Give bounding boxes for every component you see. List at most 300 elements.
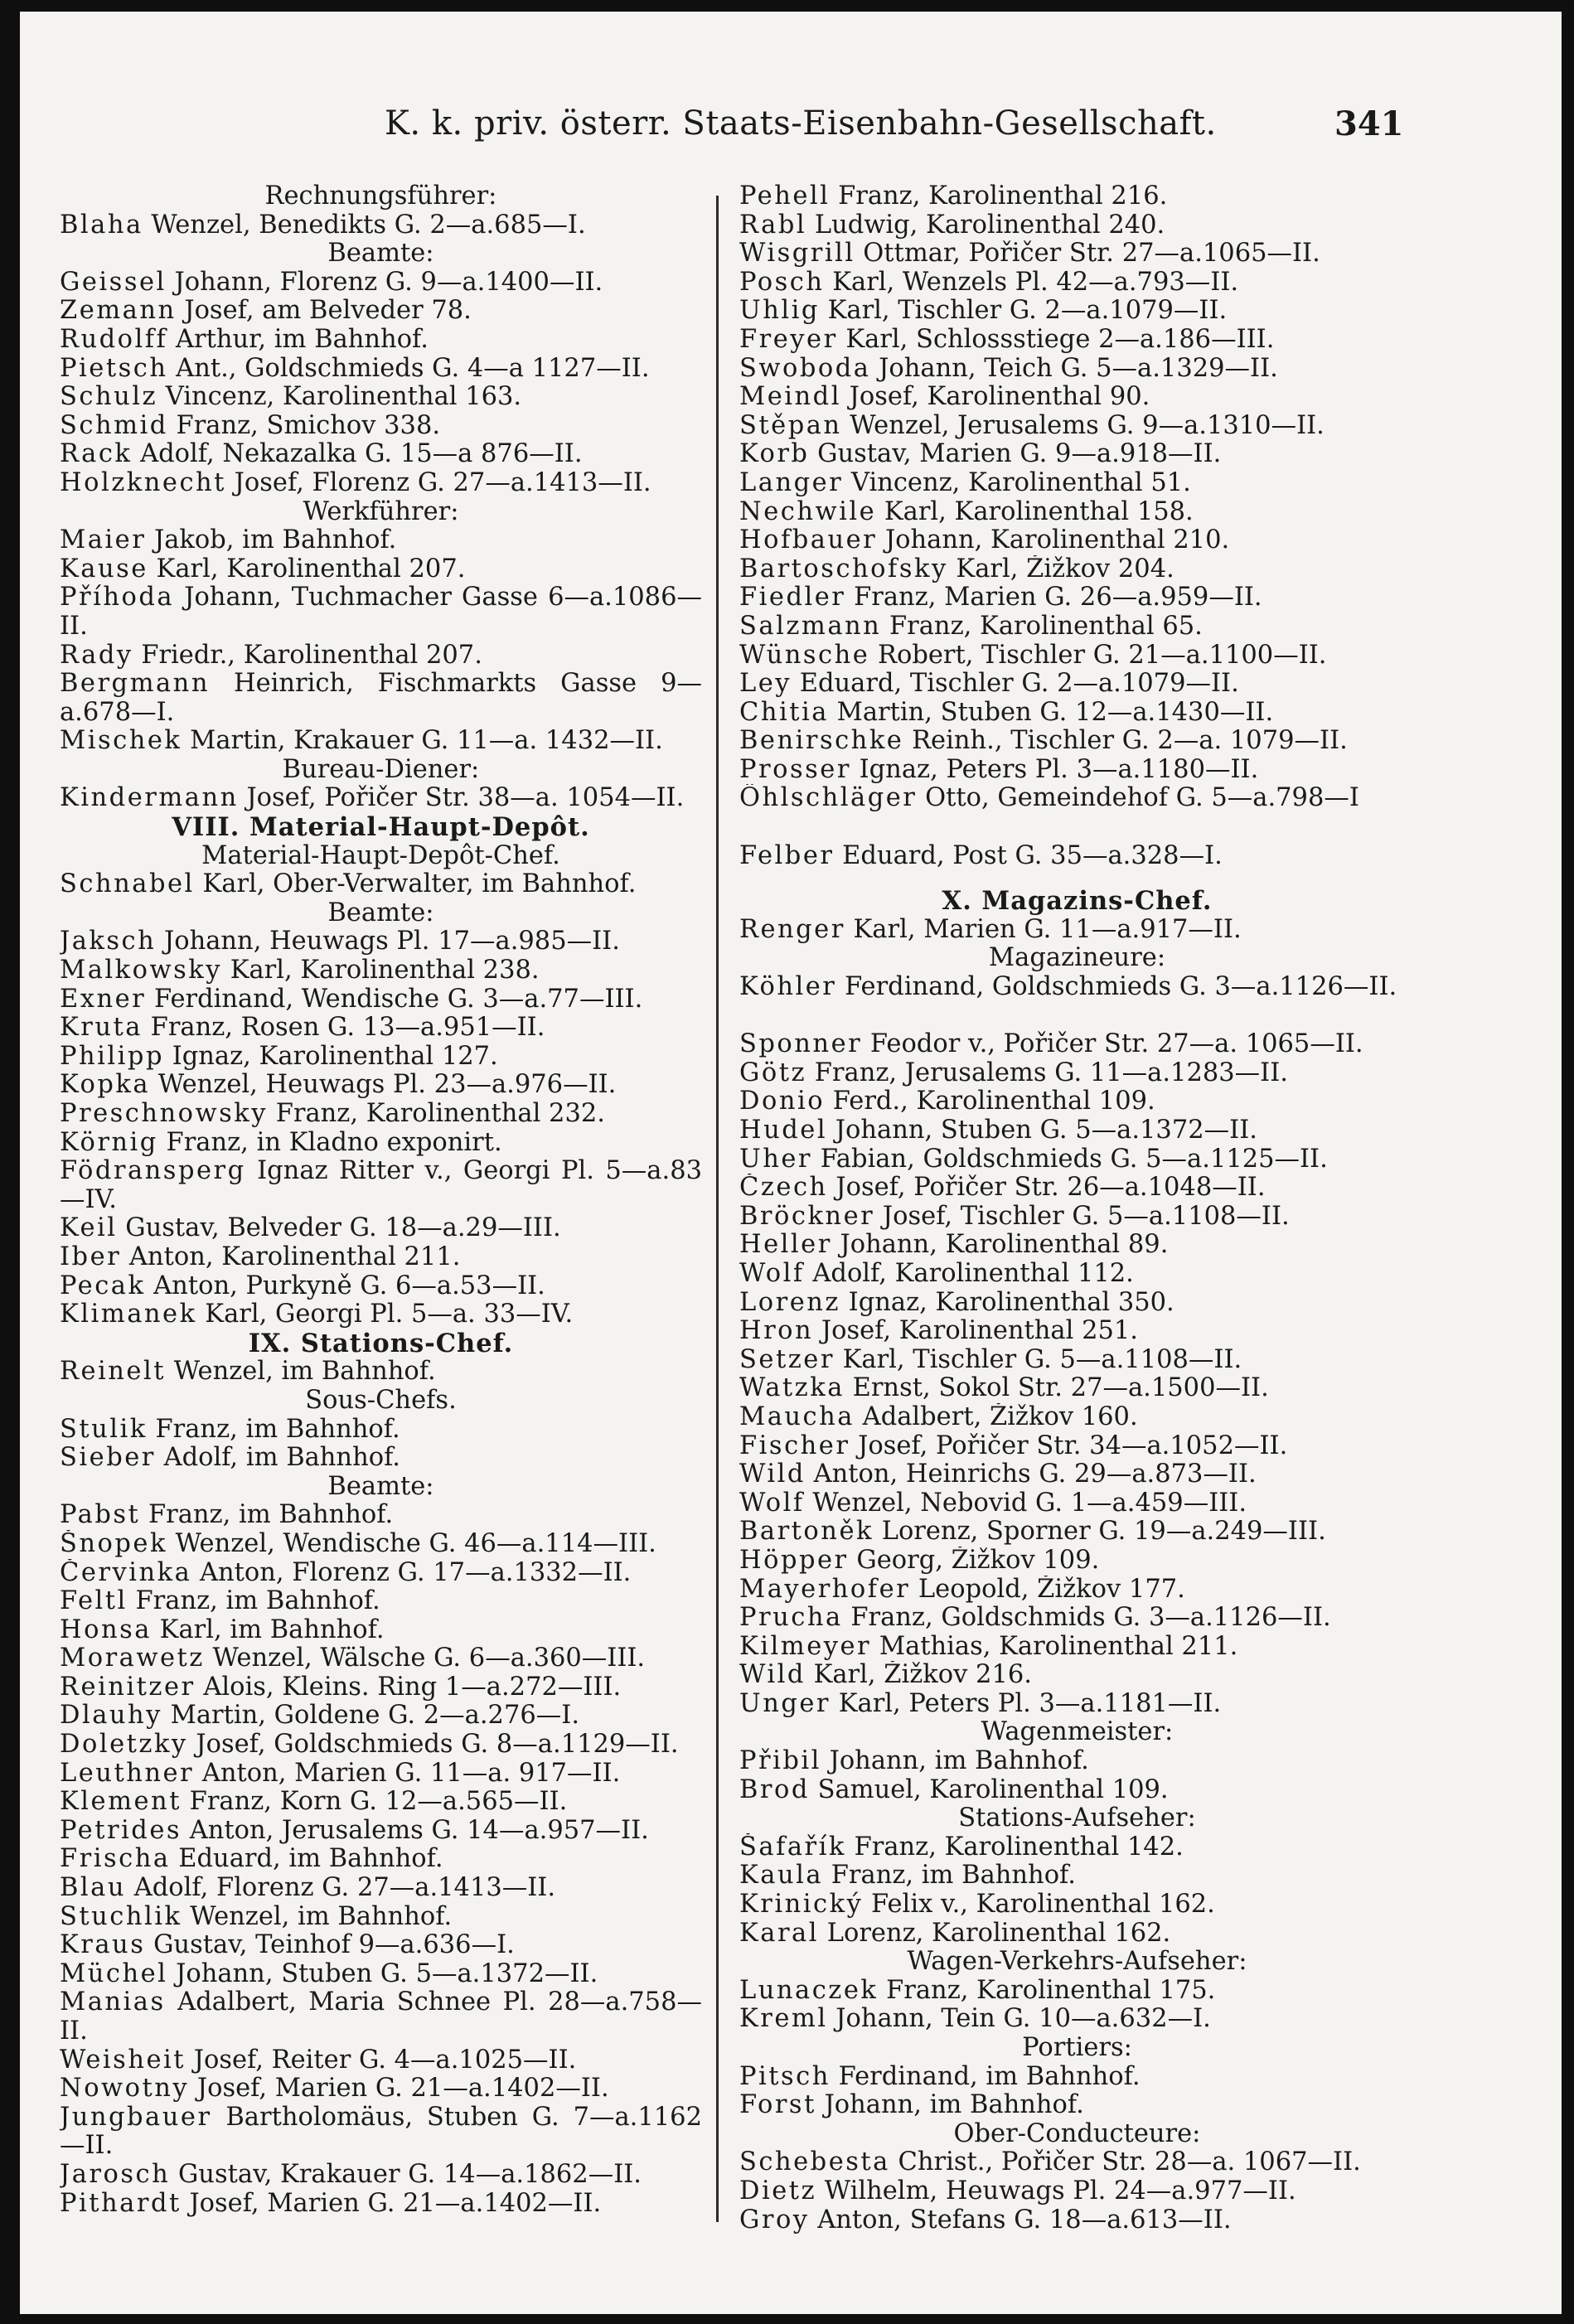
entry-surname: Stuchlik (60, 1902, 182, 1931)
entry-details: Vincenz, Karolinenthal 163. (165, 383, 522, 412)
entry-surname: Přibil (739, 1747, 821, 1776)
entry-surname: Rabl (739, 211, 807, 240)
entry-details: Ignaz, Peters Pl. 3—a.1180—II. (859, 755, 1259, 784)
entry-surname: Pecak (60, 1271, 146, 1300)
entry-details: Karl, Wenzels Pl. 42—a.793—II. (832, 268, 1239, 297)
entry-details: Ferd., Karolinenthal 109. (832, 1087, 1155, 1116)
directory-entry (739, 727, 1415, 756)
directory-entry (60, 642, 702, 671)
entry-details: Gustav, Teinhof 9—a.636—I. (153, 1931, 515, 1960)
entry-details: Mathias, Karolinenthal 211. (879, 1632, 1238, 1661)
directory-entry (739, 583, 1415, 612)
entry-details: Martin, Krakauer G. 11—a. 1432—II. (190, 727, 663, 756)
directory-entry (60, 1129, 702, 1158)
entry-details: Johann, Tein G. 10—a.632—I. (835, 2005, 1211, 2034)
entry-details: Franz, Goldschmids G. 3—a.1126—II. (850, 1604, 1331, 1633)
directory-entry (60, 412, 702, 441)
entry-details: Lorenz, Sporner G. 19—a.249—III. (881, 1518, 1326, 1547)
entry-surname: Pietsch (60, 354, 168, 383)
entry-surname: Kreml (739, 2005, 828, 2034)
entry-surname: Födransperg (60, 1157, 246, 1186)
entry-surname: Philipp (60, 1042, 164, 1071)
directory-entry (60, 2104, 702, 2161)
entry-details: Karl, Peters Pl. 3—a.1181—II. (838, 1689, 1222, 1718)
directory-entry (739, 1116, 1415, 1145)
entry-surname: Exner (60, 985, 147, 1014)
entry-details: Johann, im Bahnhof. (824, 2091, 1084, 2120)
entry-details: Eduard, Tischler G. 2—a.1079—II. (799, 670, 1239, 699)
directory-entry (60, 1587, 702, 1616)
entry-surname: Freyer (739, 325, 838, 354)
entry-surname: Hron (739, 1317, 814, 1346)
entry-details: Eduard, Post G. 35—a.328—I. (842, 841, 1223, 870)
entry-surname: Doletzky (60, 1731, 188, 1760)
directory-entry (739, 2177, 1415, 2206)
entry-surname: Swoboda (739, 354, 871, 383)
directory-entry (60, 1644, 702, 1673)
entry-surname: Příhoda (60, 583, 175, 612)
entry-surname: Blaha (60, 211, 143, 240)
directory-entry (60, 1416, 702, 1445)
entry-details: Franz, Jerusalems G. 11—a.1283—II. (814, 1058, 1288, 1087)
directory-entry (60, 1501, 702, 1530)
entry-surname: Pithardt (60, 2189, 182, 2218)
entry-details: Johann, Heuwags Pl. 17—a.985—II. (163, 927, 620, 956)
entry-surname: Renger (739, 915, 845, 944)
entry-surname: Nowotny (60, 2075, 190, 2104)
subheading: Portiers: (1022, 2033, 1132, 2062)
directory-entry (60, 2161, 702, 2190)
directory-entry (739, 916, 1415, 945)
directory-entry (739, 269, 1415, 298)
entry-surname: Reinitzer (60, 1673, 196, 1702)
entry-surname: Šafařík (739, 1833, 846, 1862)
entry-surname: Čzech (739, 1174, 828, 1203)
directory-entry (60, 1788, 702, 1817)
entry-details: Felix v., Karolinenthal 162. (871, 1891, 1215, 1920)
directory-entry (739, 1145, 1415, 1174)
directory-entry (739, 1747, 1415, 1776)
entry-surname: Wolf (739, 1259, 805, 1288)
page-header (20, 104, 1562, 154)
directory-entry (60, 784, 702, 813)
entry-details: Gustav, Krakauer G. 14—a.1862—II. (177, 2160, 642, 2189)
entry-surname: Fiedler (739, 583, 846, 612)
entry-details: Ignaz, Karolinenthal 350. (848, 1288, 1174, 1317)
directory-entry (739, 526, 1415, 555)
entry-details: Franz, Korn G. 12—a.565—II. (189, 1788, 568, 1817)
subheading: Ober-Conducteure: (953, 2118, 1201, 2148)
entry-surname: Wolf (739, 1489, 805, 1518)
entry-details: Wenzel, im Bahnhof. (190, 1902, 453, 1931)
entry-details: Karl, Žižkov 216. (813, 1661, 1032, 1690)
subheading: Wagenmeister: (981, 1717, 1174, 1747)
directory-entry (739, 1317, 1415, 1346)
directory-entry (60, 383, 702, 412)
entry-surname: Prucha (739, 1604, 843, 1633)
entry-surname: Krinický (739, 1891, 864, 1920)
entry-details: Karl, Georgi Pl. 5—a. 33—IV. (205, 1300, 574, 1329)
directory-entry (739, 670, 1415, 699)
entry-details: Josef, Karolinenthal 90. (849, 383, 1150, 412)
directory-entry (60, 1043, 702, 1072)
entry-details: Wenzel, Nebovid G. 1—a.459—III. (812, 1489, 1247, 1518)
directory-entry (60, 1014, 702, 1043)
entry-details: Franz, im Bahnhof. (135, 1587, 380, 1616)
subheading: Werkführer: (303, 496, 459, 526)
directory-entry (739, 1403, 1415, 1432)
entry-details: Robert, Tischler G. 21—a.1100—II. (878, 641, 1327, 670)
entry-details: Anton, Stefans G. 18—a.613—II. (817, 2205, 1232, 2234)
entry-surname: Feltl (60, 1587, 128, 1616)
directory-entry (60, 1444, 702, 1473)
entry-surname: Geissel (60, 268, 167, 297)
directory-entry (60, 670, 702, 727)
directory-entry (60, 1760, 702, 1789)
directory-entry (739, 1289, 1415, 1318)
entry-surname: Stulik (60, 1415, 148, 1444)
directory-entry (60, 870, 702, 899)
entry-details: Franz, Karolinenthal 216. (838, 182, 1168, 211)
directory-entry (60, 469, 702, 498)
directory-entry (739, 182, 1415, 211)
directory-entry (60, 2075, 702, 2104)
directory-entry (60, 1214, 702, 1243)
entry-surname: Brod (739, 1775, 810, 1804)
directory-entry (739, 699, 1415, 728)
directory-entry (60, 1559, 702, 1588)
entry-surname: Blau (60, 1874, 126, 1903)
directory-entry (739, 1374, 1415, 1403)
entry-details: Josef, Florenz G. 27—a.1413—II. (234, 468, 651, 497)
entry-surname: Prosser (739, 755, 851, 784)
entry-surname: Frischa (60, 1845, 171, 1874)
directory-entry (739, 1690, 1415, 1719)
directory-entry (60, 211, 702, 240)
entry-details: Josef, Pořičer Str. 38—a. 1054—II. (246, 784, 685, 813)
entry-details: Ignaz Ritter v., Georgi Pl. 5—a.83—IV. (60, 1157, 702, 1214)
entry-surname: Kraus (60, 1931, 146, 1960)
subheading: Bureau-Diener: (282, 754, 480, 784)
directory-entry (60, 297, 702, 326)
entry-surname: Ley (739, 670, 792, 699)
directory-entry (739, 2148, 1415, 2177)
directory-entry (60, 1731, 702, 1760)
directory-entry (739, 842, 1415, 871)
entry-details: Wenzel, Wendische G. 46—a.114—III. (175, 1529, 656, 1558)
entry-details: Franz, Rosen G. 13—a.951—II. (150, 1014, 545, 1043)
directory-entry (60, 1702, 702, 1731)
directory-entry (739, 1030, 1415, 1059)
entry-surname: Schulz (60, 383, 158, 412)
entry-details: Ant., Goldschmieds G. 4—a 1127—II. (176, 354, 650, 383)
entry-surname: Dietz (739, 2176, 817, 2205)
directory-entry (739, 1547, 1415, 1576)
entry-surname: Kopka (60, 1071, 151, 1100)
entry-surname: Morawetz (60, 1644, 205, 1673)
entry-details: Wenzel, Wälsche G. 6—a.360—III. (212, 1644, 646, 1673)
entry-surname: Dlauhy (60, 1702, 162, 1731)
entry-details: Gustav, Belveder G. 18—a.29—III. (125, 1214, 561, 1243)
entry-surname: Benirschke (739, 727, 904, 756)
directory-entry (60, 355, 702, 384)
entry-surname: Bröckner (739, 1202, 875, 1231)
directory-entry (739, 1977, 1415, 2006)
entry-details: Adalbert, Maria Schnee Pl. 28—a.758—II. (60, 1988, 702, 2046)
entry-surname: Uher (739, 1145, 812, 1174)
entry-details: Josef, Goldschmieds G. 8—a.1129—II. (196, 1731, 679, 1760)
entry-details: Johann, Stuben G. 5—a.1372—II. (176, 1959, 598, 1988)
entry-details: Josef, Marien G. 21—a.1402—II. (196, 2075, 609, 2104)
directory-entry (60, 1845, 702, 1874)
directory-entry (60, 1616, 702, 1645)
directory-entry (60, 1300, 702, 1329)
entry-surname: Honsa (60, 1615, 152, 1644)
directory-entry (739, 642, 1415, 671)
entry-surname: Posch (739, 268, 825, 297)
directory-entry (739, 2005, 1415, 2034)
entry-details: Josef, am Belveder 78. (184, 297, 472, 326)
entry-details: Johann, Tuchmacher Gasse 6—a.1086—II. (60, 583, 702, 641)
entry-details: Wenzel, im Bahnhof. (173, 1358, 436, 1387)
directory-entry (739, 1776, 1415, 1805)
directory-entry (60, 1931, 702, 1960)
entry-details: Franz, Marien G. 26—a.959—II. (854, 583, 1262, 612)
entry-details: Leopold, Žižkov 177. (918, 1575, 1185, 1604)
directory-entry (739, 1059, 1415, 1088)
directory-entry (739, 326, 1415, 355)
directory-entry (739, 1604, 1415, 1633)
entry-details: Ludwig, Karolinenthal 240. (814, 211, 1165, 240)
subheading: Beamte: (327, 239, 434, 269)
entry-details: Wilhelm, Heuwags Pl. 24—a.977—II. (824, 2176, 1296, 2205)
directory-entry (739, 612, 1415, 642)
directory-entry (60, 1100, 702, 1129)
entry-surname: Köhler (739, 973, 837, 1002)
directory-entry (60, 1071, 702, 1100)
directory-entry (739, 355, 1415, 384)
directory-entry (739, 2206, 1415, 2235)
directory-entry (60, 1530, 702, 1559)
right-column (739, 182, 1415, 2234)
entry-details: Josef, Tischler G. 5—a.1108—II. (882, 1202, 1290, 1231)
entry-surname: Preschnowsky (60, 1100, 269, 1128)
entry-surname: Bergmann (60, 670, 210, 699)
entry-details: Wenzel, Heuwags Pl. 23—a.976—II. (157, 1071, 617, 1100)
entry-details: Adolf, im Bahnhof. (163, 1444, 400, 1473)
entry-surname: Wünsche (739, 641, 870, 670)
entry-details: Johann, Florenz G. 9—a.1400—II. (174, 268, 603, 297)
entry-details: Franz, Karolinenthal 232. (275, 1100, 605, 1128)
directory-entry (739, 973, 1415, 1030)
directory-entry (60, 1358, 702, 1387)
entry-surname: Červinka (60, 1558, 192, 1587)
directory-entry (739, 784, 1415, 841)
entry-surname: Kause (60, 554, 148, 583)
entry-surname: Körnig (60, 1128, 158, 1157)
entry-surname: Jaksch (60, 927, 157, 956)
entry-surname: Donio (739, 1087, 826, 1116)
directory-entry (60, 1903, 702, 1932)
directory-entry (739, 240, 1415, 269)
entry-surname: Karal (739, 1919, 819, 1948)
directory-entry (739, 1260, 1415, 1289)
entry-details: Josef, Marien G. 21—a.1402—II. (189, 2189, 602, 2218)
directory-entry (60, 326, 702, 355)
directory-entry (60, 956, 702, 985)
entry-details: Karl, Marien G. 11—a.917—II. (853, 915, 1242, 944)
running-title: K. k. priv. österr. Staats-Eisenbahn-Gesellschaft. (385, 104, 1217, 143)
entry-details: Ernst, Sokol Str. 27—a.1500—II. (852, 1374, 1269, 1403)
directory-entry (739, 1231, 1415, 1260)
entry-surname: Meindl (739, 383, 841, 412)
entry-details: Adolf, Karolinenthal 112. (812, 1259, 1134, 1288)
entry-surname: Maier (60, 526, 147, 555)
page-number: 341 (1334, 104, 1404, 143)
entry-details: Ferdinand, im Bahnhof. (838, 2062, 1141, 2091)
entry-surname: Petrides (60, 1816, 182, 1845)
entry-details: Johann, Karolinenthal 89. (840, 1231, 1169, 1260)
entry-surname: Jarosch (60, 2160, 171, 2189)
entry-surname: Mischek (60, 727, 182, 756)
entry-details: Christ., Pořičer Str. 28—a. 1067—II. (898, 2148, 1361, 2177)
entry-surname: Götz (739, 1058, 807, 1087)
entry-details: Johann, Teich G. 5—a.1329—II. (879, 354, 1278, 383)
entry-details: Franz, Karolinenthal 65. (889, 612, 1203, 641)
entry-surname: Kruta (60, 1014, 143, 1043)
entry-surname: Öhlschläger (739, 784, 918, 813)
entry-surname: Höpper (739, 1546, 849, 1575)
entry-surname: Zemann (60, 297, 177, 326)
directory-entry (739, 1576, 1415, 1605)
entry-details: Anton, Florenz G. 17—a.1332—II. (199, 1558, 632, 1587)
subheading: Beamte: (327, 1471, 434, 1501)
directory-entry (739, 2091, 1415, 2120)
entry-details: Anton, Purkyně G. 6—a.53—II. (153, 1271, 545, 1300)
entry-details: Karl, Karolinenthal 207. (156, 554, 466, 583)
entry-details: Martin, Goldene G. 2—a.276—I. (170, 1702, 580, 1731)
section-heading: VIII. Material-Haupt-Depôt. (172, 812, 590, 843)
directory-entry (60, 1272, 702, 1301)
entry-details: Johann, im Bahnhof. (829, 1747, 1089, 1776)
entry-surname: Rack (60, 440, 133, 469)
entry-details: Franz, im Bahnhof. (148, 1501, 394, 1530)
directory-entry (739, 1087, 1415, 1116)
entry-surname: Pitsch (739, 2062, 831, 2091)
directory-entry (739, 1891, 1415, 1920)
entry-details: Fabian, Goldschmieds G. 5—a.1125—II. (820, 1145, 1328, 1174)
entry-details: Ferdinand, Wendische G. 3—a.77—III. (153, 985, 643, 1014)
subheading: Rechnungsführer: (264, 182, 497, 211)
entry-details: Anton, Karolinenthal 211. (128, 1242, 461, 1271)
entry-details: Georg, Žižkov 109. (856, 1546, 1100, 1575)
entry-details: Heinrich, Fischmarkts Gasse 9—a.678—I. (60, 670, 702, 727)
entry-details: Karl, Karolinenthal 158. (884, 497, 1194, 526)
subheading: Wagen-Verkehrs-Aufseher: (907, 1947, 1247, 1977)
directory-entry (60, 1988, 702, 2046)
directory-entry (739, 1862, 1415, 1891)
entry-details: Martin, Stuben G. 12—a.1430—II. (836, 698, 1274, 727)
entry-surname: Bartoschofsky (739, 554, 948, 583)
directory-entry (739, 1920, 1415, 1949)
entry-surname: Wisgrill (739, 240, 855, 269)
entry-surname: Klimanek (60, 1300, 197, 1329)
entry-surname: Šnopek (60, 1529, 167, 1558)
entry-surname: Uhlig (739, 297, 820, 326)
entry-surname: Watzka (739, 1374, 845, 1403)
entry-details: Franz, Karolinenthal 175. (886, 1976, 1216, 2005)
entry-details: Vincenz, Karolinenthal 51. (850, 468, 1191, 497)
directory-entry (739, 1633, 1415, 1662)
directory-entry (739, 469, 1415, 498)
entry-surname: Wild (739, 1661, 806, 1690)
entry-surname: Rady (60, 641, 133, 670)
entry-details: Johann, Karolinenthal 210. (884, 526, 1230, 555)
entry-surname: Forst (739, 2091, 816, 2120)
directory-entry (60, 2190, 702, 2219)
directory-entry (60, 1243, 702, 1272)
entry-details: Josef, Karolinenthal 251. (821, 1317, 1138, 1346)
subheading: Stations-Aufseher: (958, 1804, 1196, 1833)
entry-surname: Kaula (739, 1862, 824, 1891)
entry-surname: Bartoněk (739, 1518, 874, 1547)
section-heading: IX. Stations-Chef. (248, 1328, 514, 1358)
entry-surname: Iber (60, 1242, 122, 1271)
spacer (739, 870, 1415, 887)
entry-details: Karl, Schlossstiege 2—a.186—III. (845, 325, 1275, 354)
entry-details: Anton, Marien G. 11—a. 917—II. (201, 1759, 621, 1788)
entry-details: Adolf, Nekazalka G. 15—a 876—II. (140, 440, 583, 469)
entry-surname: Langer (739, 468, 844, 497)
subheading: Sous-Chefs. (305, 1385, 457, 1415)
entry-details: Karl, Tischler G. 2—a.1079—II. (827, 297, 1228, 326)
document-page (20, 12, 1562, 2314)
column-divider (716, 196, 719, 2222)
entry-surname: Lunaczek (739, 1976, 879, 2005)
directory-entry (739, 1432, 1415, 1461)
directory-entry (739, 1460, 1415, 1489)
directory-entry (60, 1157, 702, 1214)
entry-details: Arthur, im Bahnhof. (176, 325, 429, 354)
entry-surname: Chitia (739, 698, 829, 727)
entry-details: Reinh., Tischler G. 2—a. 1079—II. (912, 727, 1348, 756)
directory-entry (60, 727, 702, 756)
left-column (60, 182, 702, 2218)
entry-details: Ignaz, Karolinenthal 127. (172, 1042, 498, 1071)
entry-surname: Wild (739, 1460, 806, 1489)
section-heading: X. Magazins-Chef. (942, 886, 1213, 917)
entry-surname: Schnabel (60, 870, 195, 899)
entry-details: Friedr., Karolinenthal 207. (141, 641, 482, 670)
entry-details: Anton, Heinrichs G. 29—a.873—II. (813, 1460, 1257, 1489)
directory-entry (739, 211, 1415, 240)
entry-details: Johann, Stuben G. 5—a.1372—II. (835, 1116, 1257, 1145)
directory-entry (60, 1874, 702, 1903)
entry-details: Anton, Jerusalems G. 14—a.957—II. (189, 1816, 649, 1845)
entry-surname: Hudel (739, 1116, 828, 1145)
subheading: Beamte: (327, 898, 434, 927)
directory-entry (60, 1673, 702, 1702)
entry-details: Wenzel, Jerusalems G. 9—a.1310—II. (850, 411, 1325, 440)
directory-entry (739, 498, 1415, 527)
entry-surname: Pehell (739, 182, 831, 211)
entry-surname: Kindermann (60, 784, 239, 813)
entry-details: Franz, im Bahnhof. (831, 1862, 1076, 1891)
entry-surname: Stěpan (739, 411, 842, 440)
entry-details: Karl, im Bahnhof. (159, 1615, 385, 1644)
entry-details: Josef, Pořičer Str. 34—a.1052—II. (858, 1431, 1288, 1460)
directory-entry (739, 412, 1415, 441)
